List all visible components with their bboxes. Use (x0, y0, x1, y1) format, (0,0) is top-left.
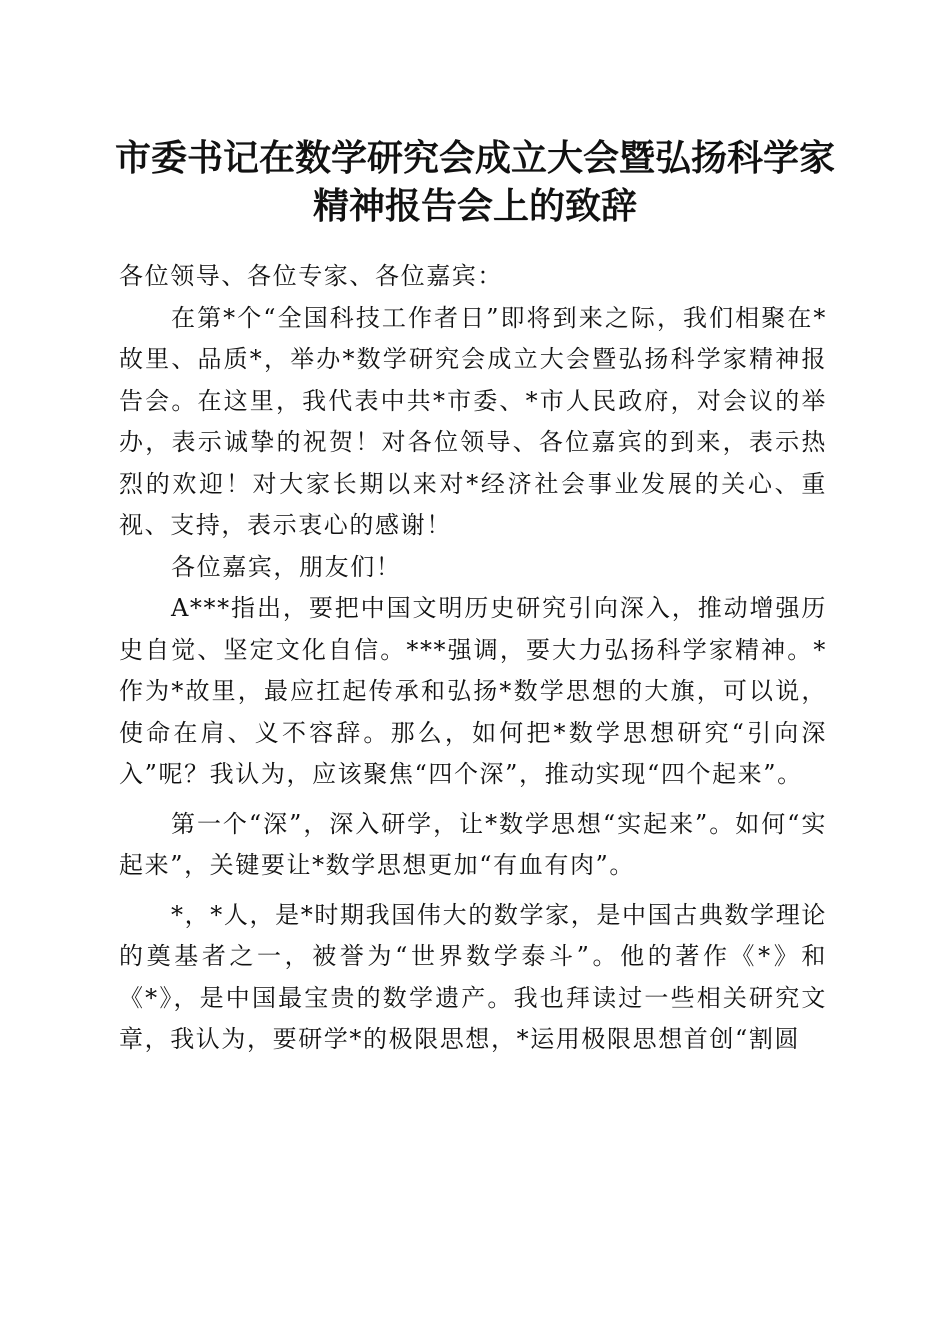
paragraph-detail: *，*人，是*时期我国伟大的数学家，是中国古典数学理论的奠基者之一，被誉为“世界数学泰斗”。他的著作《*》和《*》，是中国最宝贵的数学遗产。我也拜读过一些相关研究文章，我认为，要研学*的极限思想，*运用极限思想首创“割圆 (119, 900, 827, 1053)
document-body (119, 256, 827, 1061)
paragraph-greeting: 各位嘉宾，朋友们！ (171, 552, 402, 581)
paragraph-opening: 在第*个“全国科技工作者日”即将到来之际，我们相聚在*故里、品质*，举办*数学研究会成立大会暨弘扬科学家精神报告会。在这里，我代表中共*市委、*市人民政府，对会议的举办，表示诚挚的祝贺！对各位领导、各位嘉宾的到来，表示热烈的欢迎！对大家长期以来对*经济社会事业发展的关心、重视、支持，表示衷心的感谢！ (119, 303, 827, 539)
title-line-1: 市委书记在数学研究会成立大会暨弘扬科学家 (114, 137, 835, 179)
title-line-2: 精神报告会上的致辞 (312, 185, 637, 227)
document-title (60, 134, 890, 230)
salutation: 各位领导、各位专家、各位嘉宾： (119, 262, 503, 290)
paragraph-first-point: 第一个“深”，深入研学，让*数学思想“实起来”。如何“实起来”，关键要让*数学思想更加“有血有肉”。 (119, 809, 827, 879)
paragraph-intro: A***指出，要把中国文明历史研究引向深入，推动增强历史自觉、坚定文化自信。***强调，要大力弘扬科学家精神。*作为*故里，最应扛起传承和弘扬*数学思想的大旗，可以说，使命在肩、义不容辞。那么，如何把*数学思想研究“引向深入”呢？我认为，应该聚焦“四个深”，推动实现“四个起来”。 (119, 594, 827, 788)
